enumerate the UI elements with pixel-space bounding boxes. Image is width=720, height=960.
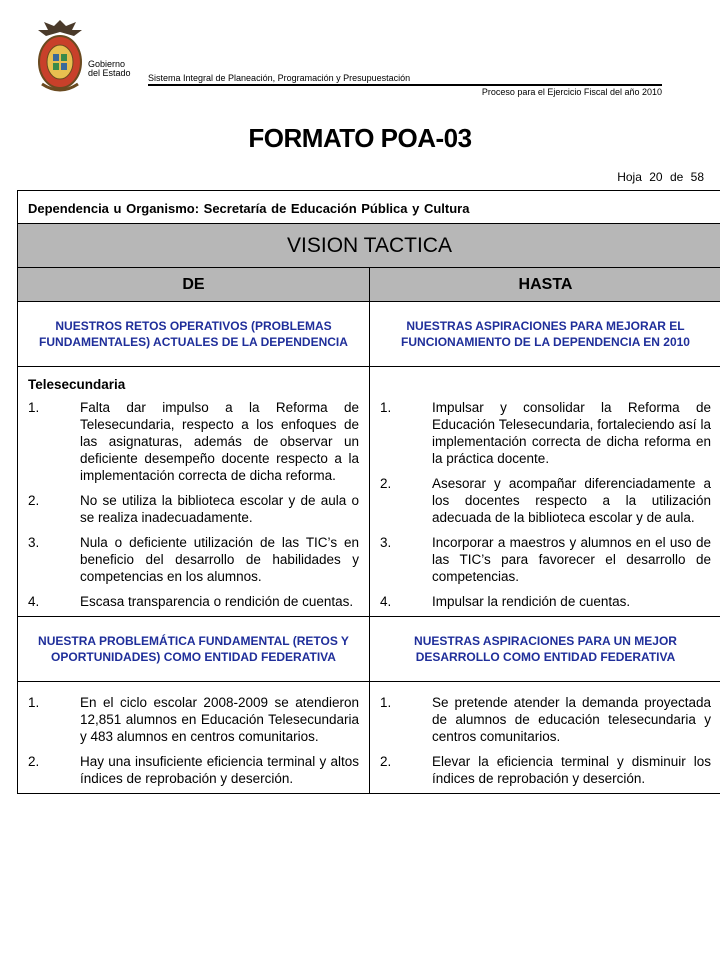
item-number: 2. xyxy=(380,476,392,491)
item-number: 2. xyxy=(380,754,392,769)
item-text: Nula o deficiente utilización de las TIC’s en beneficio del desarrollo de habilidades y competencias en los alumnos. xyxy=(80,535,359,584)
item-text: Escasa transparencia o rendición de cuentas. xyxy=(80,594,354,609)
retos-operativos-header: NUESTROS RETOS OPERATIVOS (PROBLEMAS FUNDAMENTALES) ACTUALES DE LA DEPENDENCIA xyxy=(18,302,370,367)
item-text: Impulsar y consolidar la Reforma de Educación Telesecundaria, fortaleciendo así la implementación correcta de dicha reforma en la práctica docente. xyxy=(432,400,711,466)
page-title: FORMATO POA-03 xyxy=(248,123,472,153)
aspiraciones-dependencia-header: NUESTRAS ASPIRACIONES PARA MEJORAR EL FUNCIONAMIENTO DE LA DEPENDENCIA EN 2010 xyxy=(370,302,720,367)
item-text: Elevar la eficiencia terminal y disminuir los índices de reprobación y deserción. xyxy=(432,754,711,786)
gobierno-label xyxy=(88,60,131,78)
item-text: Asesorar y acompañar diferenciadamente a los docentes respecto a la utilización adecuada de la biblioteca escolar y de aula. xyxy=(432,476,711,525)
item-text: No se utiliza la biblioteca escolar y de aula o se realiza inadecuadamente. xyxy=(80,493,359,525)
item-number: 2. xyxy=(28,754,40,769)
dependencia-cell: Dependencia u Organismo: Secretaría de Educación Pública y Cultura xyxy=(18,191,720,224)
aspiraciones-entidad-list xyxy=(380,694,711,787)
retos-list xyxy=(28,399,359,610)
item-text: Falta dar impulso a la Reforma de Telesecundaria, respecto a los enfoques de las asignaturas, además de observar un deficiente desempeño docente respecto a la implementación correcta de dicha reforma. xyxy=(80,400,359,483)
item-text: Se pretende atender la demanda proyectada de alumnos de educación telesecundaria y centros comunitarios. xyxy=(432,695,711,744)
list-item xyxy=(380,399,711,467)
column-header-de: DE xyxy=(18,268,370,302)
problematica-list xyxy=(28,694,359,787)
list-item xyxy=(28,492,359,526)
item-number: 1. xyxy=(28,695,40,710)
item-number: 1. xyxy=(380,400,392,415)
list-item xyxy=(28,399,359,484)
list-item xyxy=(380,593,711,610)
poa-table xyxy=(17,190,720,794)
problematica-cell xyxy=(18,682,370,794)
list-item xyxy=(28,593,359,610)
item-number: 1. xyxy=(380,695,392,710)
list-item xyxy=(380,534,711,585)
del-estado-line: del Estado xyxy=(88,68,131,78)
item-text: Incorporar a maestros y alumnos en el uso de las TIC’s para favorecer el desarrollo de competencias. xyxy=(432,535,711,584)
aspiraciones-entidad-cell xyxy=(370,682,720,794)
proceso-label: Proceso para el Ejercicio Fiscal del año 2010 xyxy=(481,87,662,97)
retos-operativos-cell xyxy=(18,367,370,617)
list-item xyxy=(380,475,711,526)
aspiraciones-list xyxy=(380,399,711,610)
item-text: En el ciclo escolar 2008-2009 se atendieron 12,851 alumnos en Educación Telesecundaria y 483 alumnos en centros comunitarios. xyxy=(80,695,359,744)
hoja-total: 58 xyxy=(690,170,704,184)
list-item xyxy=(28,694,359,745)
item-text: Hay una insuficiente eficiencia terminal y altos índices de reprobación y deserción. xyxy=(80,754,359,786)
page-counter xyxy=(617,170,704,184)
item-number: 4. xyxy=(28,594,40,609)
document-header xyxy=(0,0,720,110)
list-item xyxy=(28,753,359,787)
item-number: 3. xyxy=(380,535,392,550)
item-number: 2. xyxy=(28,493,40,508)
aspiraciones-dependencia-cell xyxy=(370,367,720,617)
item-number: 1. xyxy=(28,400,40,415)
list-item xyxy=(380,753,711,787)
gobierno-line: Gobierno xyxy=(88,59,126,69)
hoja-label: Hoja xyxy=(617,170,642,184)
sistema-label: Sistema Integral de Planeación, Programación y Presupuestación xyxy=(148,73,411,83)
list-item xyxy=(380,694,711,745)
item-text: Impulsar la rendición de cuentas. xyxy=(432,594,631,609)
hoja-number: 20 xyxy=(649,170,663,184)
problematica-header: NUESTRA PROBLEMÁTICA FUNDAMENTAL (RETOS Y OPORTUNIDADES) COMO ENTIDAD FEDERATIVA xyxy=(18,617,370,682)
header-divider xyxy=(148,84,662,86)
hoja-de: de xyxy=(669,170,684,184)
state-coat-of-arms-icon xyxy=(36,18,84,94)
column-header-hasta: HASTA xyxy=(370,268,720,302)
item-number: 4. xyxy=(380,594,392,609)
list-item xyxy=(28,534,359,585)
item-number: 3. xyxy=(28,535,40,550)
vision-tactica-header: VISION TACTICA xyxy=(18,224,720,268)
section-label: Telesecundaria xyxy=(28,377,126,392)
aspiraciones-entidad-header: NUESTRAS ASPIRACIONES PARA UN MEJOR DESARROLLO COMO ENTIDAD FEDERATIVA xyxy=(370,617,720,682)
